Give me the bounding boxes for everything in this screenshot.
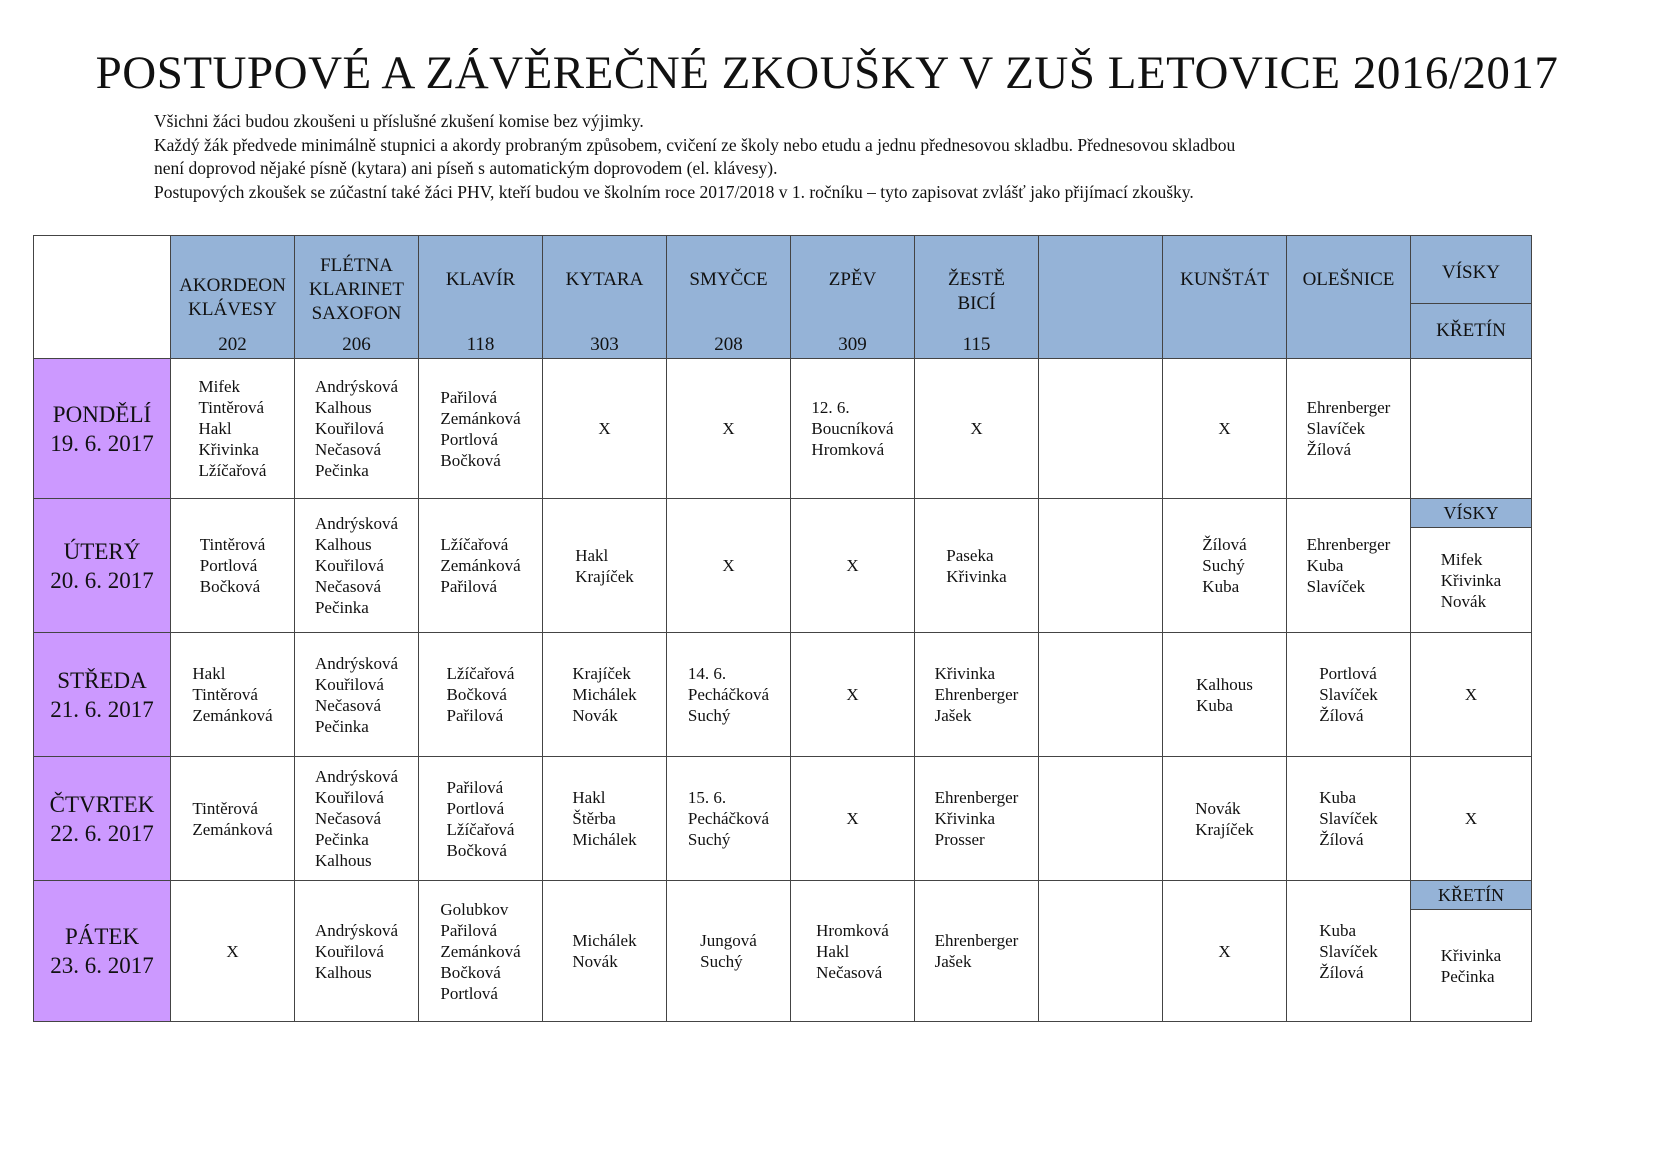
student-name: Lžíčařová bbox=[440, 535, 509, 554]
cell-empty bbox=[1039, 881, 1163, 1022]
student-name: Tintěrová bbox=[192, 685, 258, 704]
cell-kytara bbox=[543, 499, 667, 633]
student-name: Nečasová bbox=[816, 962, 883, 982]
cell-akordeon bbox=[171, 633, 295, 757]
col-header-label: KUNŠTÁT bbox=[1180, 269, 1269, 290]
day-cell bbox=[34, 881, 171, 1022]
col-header-label: AKORDEON bbox=[179, 275, 286, 296]
col-header-zeste bbox=[915, 236, 1039, 359]
cell-empty bbox=[1039, 499, 1163, 633]
student-name: X bbox=[722, 419, 735, 438]
student-name: Michálek bbox=[572, 830, 637, 849]
student-name: Prosser bbox=[934, 830, 985, 849]
student-name: Portlová bbox=[199, 556, 258, 575]
cell-kunstat bbox=[1163, 499, 1287, 633]
col-header-klavir bbox=[419, 236, 543, 359]
cell-kunstat bbox=[1163, 359, 1287, 499]
student-name: X bbox=[1218, 941, 1231, 961]
col-header-visky-kretin bbox=[1411, 236, 1532, 359]
col-header-label: OLEŠNICE bbox=[1302, 269, 1395, 290]
day-name: ČTVRTEK bbox=[49, 791, 155, 817]
cell-kunstat bbox=[1163, 757, 1287, 881]
student-name: Novák bbox=[572, 706, 618, 725]
student-name: Žílová bbox=[1319, 830, 1364, 849]
student-name: Andrýsková bbox=[314, 653, 399, 673]
day-row bbox=[34, 633, 1532, 757]
student-name: Mifek bbox=[1440, 549, 1483, 569]
cell-visky-kretin bbox=[1411, 757, 1532, 881]
day-row bbox=[34, 359, 1532, 499]
student-name: Hromková bbox=[811, 440, 885, 459]
cell-kunstat bbox=[1163, 633, 1287, 757]
student-name: Pečinka bbox=[314, 461, 369, 480]
col-header-label: FLÉTNA bbox=[320, 255, 393, 276]
page-title: POSTUPOVÉ A ZÁVĚREČNÉ ZKOUŠKY V ZUŠ LETOVICE 2016/2017 bbox=[95, 47, 1559, 99]
student-name: Pečinka bbox=[314, 716, 369, 736]
day-name: PONDĚLÍ bbox=[52, 401, 152, 427]
col-header-label: ŽESTĚ bbox=[948, 269, 1005, 290]
student-name: X bbox=[846, 685, 859, 704]
student-name: Zemánková bbox=[440, 556, 521, 575]
cell-kytara bbox=[543, 881, 667, 1022]
student-name: Žílová bbox=[1319, 962, 1364, 982]
cell-olesnice bbox=[1287, 757, 1411, 881]
col-header-label: SAXOFON bbox=[311, 303, 402, 324]
student-name: Suchý bbox=[1202, 556, 1245, 575]
student-name: Golubkov bbox=[440, 899, 509, 919]
student-name: Pařilová bbox=[446, 777, 504, 797]
student-name: 14. 6. bbox=[687, 664, 727, 683]
student-name: Pecháčková bbox=[687, 809, 770, 828]
student-name: Novák bbox=[572, 952, 618, 971]
student-name: Lžíčařová bbox=[446, 819, 515, 839]
student-name: Kuba bbox=[1196, 695, 1233, 715]
student-name: Bočková bbox=[440, 962, 501, 982]
student-name: Slavíček bbox=[1319, 809, 1378, 828]
cell-olesnice bbox=[1287, 881, 1411, 1022]
day-date: 23. 6. 2017 bbox=[50, 953, 154, 978]
student-name: Andrýsková bbox=[314, 377, 399, 396]
col-header-label: KLÁVESY bbox=[188, 299, 277, 320]
student-name: Křivinka bbox=[198, 440, 259, 459]
student-name: Křivinka bbox=[934, 809, 996, 828]
header-row bbox=[34, 236, 1532, 359]
cell-olesnice bbox=[1287, 499, 1411, 633]
student-name: Pařilová bbox=[440, 920, 498, 940]
student-name: Štěrba bbox=[572, 809, 616, 828]
student-name: Křivinka bbox=[934, 664, 996, 683]
day-cell bbox=[34, 359, 171, 499]
student-name: Portlová bbox=[440, 429, 498, 449]
cell-fletna bbox=[295, 499, 419, 633]
student-name: Kalhous bbox=[314, 398, 372, 417]
student-name: Jungová bbox=[700, 931, 757, 950]
student-name: Bočková bbox=[446, 840, 507, 860]
cell-olesnice bbox=[1287, 633, 1411, 757]
day-date: 21. 6. 2017 bbox=[50, 696, 154, 722]
day-row bbox=[34, 757, 1532, 881]
student-name: Portlová bbox=[446, 798, 505, 818]
student-name: Slavíček bbox=[1306, 577, 1366, 596]
student-name: Nečasová bbox=[314, 809, 382, 828]
student-name: Žílová bbox=[1202, 535, 1247, 554]
student-name: Slavíček bbox=[1319, 685, 1378, 704]
student-name: Bočková bbox=[199, 577, 261, 596]
student-name: Nečasová bbox=[314, 440, 382, 459]
student-name: Žílová bbox=[1306, 440, 1352, 459]
student-name: Andrýsková bbox=[314, 767, 399, 786]
col-header-akordeon bbox=[171, 236, 295, 359]
cell-zeste bbox=[915, 499, 1039, 633]
day-date: 19. 6. 2017 bbox=[50, 430, 154, 456]
room-number: 202 bbox=[218, 334, 247, 355]
student-name: Boucníková bbox=[811, 419, 894, 438]
student-name: X bbox=[1464, 685, 1478, 704]
corner-cell bbox=[34, 236, 171, 359]
student-name: 15. 6. bbox=[687, 788, 727, 807]
cell-kytara bbox=[543, 633, 667, 757]
cell-empty bbox=[1039, 633, 1163, 757]
student-name: Křivinka bbox=[946, 566, 1007, 586]
student-name: Ehrenberger bbox=[1306, 398, 1391, 417]
cell-smycce bbox=[667, 757, 791, 881]
col-header-label: KLAVÍR bbox=[445, 269, 516, 290]
student-name: Paseka bbox=[946, 545, 994, 565]
col-header-smycce bbox=[667, 236, 791, 359]
student-name: Tintěrová bbox=[199, 535, 266, 554]
col-header-kunstat bbox=[1163, 236, 1287, 359]
day-name: ÚTERÝ bbox=[63, 538, 141, 564]
room-number: 309 bbox=[838, 334, 867, 355]
day-name: STŘEDA bbox=[57, 667, 147, 693]
student-name: Pečinka bbox=[314, 598, 369, 617]
col-header-empty bbox=[1039, 236, 1163, 359]
student-name: Bočková bbox=[446, 685, 507, 704]
cell-visky-kretin bbox=[1411, 499, 1532, 633]
student-name: Kalhous bbox=[314, 962, 372, 982]
cell-smycce bbox=[667, 359, 791, 499]
student-name: Krajíček bbox=[575, 566, 634, 586]
student-name: Suchý bbox=[687, 830, 731, 849]
student-name: X bbox=[1464, 809, 1478, 828]
room-number: 303 bbox=[590, 334, 619, 355]
room-number: 118 bbox=[466, 334, 495, 355]
cell-visky-kretin bbox=[1411, 359, 1532, 499]
student-name: Novák bbox=[1195, 798, 1241, 818]
student-name: Mifek bbox=[198, 377, 241, 396]
student-name: Hromková bbox=[816, 920, 889, 940]
cell-klavir bbox=[419, 881, 543, 1022]
student-name: Kuba bbox=[1202, 577, 1240, 596]
student-name: X bbox=[226, 941, 239, 961]
student-name: Pařilová bbox=[440, 577, 498, 596]
cell-klavir bbox=[419, 499, 543, 633]
student-name: Pečinka bbox=[314, 830, 369, 849]
cell-kytara bbox=[543, 757, 667, 881]
cell-visky-kretin bbox=[1411, 881, 1532, 1022]
col-header-olesnice bbox=[1287, 236, 1411, 359]
student-name: Nečasová bbox=[314, 577, 382, 596]
student-name: Kouřilová bbox=[314, 419, 384, 438]
student-name: Slavíček bbox=[1319, 941, 1378, 961]
student-name: Hakl bbox=[575, 545, 609, 565]
cell-smycce bbox=[667, 499, 791, 633]
col-header-label: VÍSKY bbox=[1411, 236, 1531, 304]
instructions bbox=[154, 110, 1454, 204]
student-name: Slavíček bbox=[1306, 419, 1366, 438]
student-name: Hakl bbox=[816, 941, 850, 961]
student-name: Zemánková bbox=[192, 819, 273, 839]
student-name: Tintěrová bbox=[198, 398, 265, 417]
student-name: Lžíčařová bbox=[198, 461, 267, 480]
student-name: Michálek bbox=[572, 685, 637, 704]
student-name: Suchý bbox=[687, 706, 731, 725]
cell-akordeon bbox=[171, 359, 295, 499]
col-header-label: KLARINET bbox=[309, 279, 404, 300]
cell-olesnice bbox=[1287, 359, 1411, 499]
student-name: Jašek bbox=[934, 706, 972, 725]
day-cell bbox=[34, 499, 171, 633]
student-name: Kuba bbox=[1319, 920, 1357, 940]
cell-zeste bbox=[915, 359, 1039, 499]
student-name: Zemánková bbox=[440, 941, 521, 961]
student-name: Křivinka bbox=[1440, 570, 1502, 590]
cell-smycce bbox=[667, 633, 791, 757]
student-name: Zemánková bbox=[192, 706, 273, 725]
cell-zpev bbox=[791, 881, 915, 1022]
student-name: Kouřilová bbox=[314, 674, 384, 694]
student-name: Novák bbox=[1440, 591, 1487, 611]
room-number: 208 bbox=[714, 334, 743, 355]
student-name: Kouřilová bbox=[314, 556, 384, 575]
student-name: Kuba bbox=[1319, 788, 1357, 807]
student-name: Kouřilová bbox=[314, 941, 384, 961]
day-cell bbox=[34, 757, 171, 881]
student-name: Portlová bbox=[440, 983, 498, 1003]
sub-header: VÍSKY bbox=[1411, 499, 1531, 528]
student-name: Bočková bbox=[440, 450, 501, 470]
student-name: Kalhous bbox=[1196, 674, 1253, 694]
cell-kytara bbox=[543, 359, 667, 499]
student-name: Hakl bbox=[198, 419, 232, 438]
cell-akordeon bbox=[171, 881, 295, 1022]
cell-kunstat bbox=[1163, 881, 1287, 1022]
room-number: 115 bbox=[962, 334, 991, 355]
col-header-label: BICÍ bbox=[957, 293, 996, 314]
student-name: Kalhous bbox=[314, 851, 372, 870]
col-header-kytara bbox=[543, 236, 667, 359]
col-header-fletna bbox=[295, 236, 419, 359]
student-name: X bbox=[846, 556, 859, 575]
student-name: Krajíček bbox=[572, 664, 631, 683]
student-name: Pařilová bbox=[440, 387, 498, 407]
student-name: Hakl bbox=[192, 664, 226, 683]
day-date: 20. 6. 2017 bbox=[50, 567, 154, 593]
day-name: PÁTEK bbox=[64, 924, 140, 949]
day-row bbox=[34, 881, 1532, 1022]
cell-zeste bbox=[915, 633, 1039, 757]
room-number: 206 bbox=[342, 334, 371, 355]
student-name: Andrýsková bbox=[314, 514, 399, 533]
note-line: není doprovod nějaké písně (kytara) ani píseň s automatickým doprovodem (el. klávesy). bbox=[154, 158, 778, 178]
student-name: Křivinka bbox=[1440, 945, 1502, 965]
student-name: Kalhous bbox=[314, 535, 372, 554]
note-line: Všichni žáci budou zkoušeni u příslušné zkušení komise bez výjimky. bbox=[154, 111, 644, 131]
cell-zpev bbox=[791, 359, 915, 499]
cell-empty bbox=[1039, 757, 1163, 881]
cell-zpev bbox=[791, 499, 915, 633]
cell-zpev bbox=[791, 757, 915, 881]
student-name: Nečasová bbox=[314, 695, 382, 715]
student-name: Lžíčařová bbox=[446, 664, 515, 683]
student-name: Ehrenberger bbox=[934, 931, 1019, 950]
note-line: Postupových zkoušek se zúčastní také žáci PHV, kteří budou ve školním roce 2017/2018 v 1. ročníku – tyto zapisovat zvlášť jako přijímací zkoušky. bbox=[154, 181, 1194, 202]
cell-zpev bbox=[791, 633, 915, 757]
student-name: Ehrenberger bbox=[1306, 535, 1391, 554]
student-name: Jašek bbox=[934, 952, 972, 971]
student-name: X bbox=[598, 419, 611, 438]
cell-fletna bbox=[295, 633, 419, 757]
student-name: Ehrenberger bbox=[934, 788, 1019, 807]
note-line: Každý žák předvede minimálně stupnici a akordy probraným způsobem, cvičení ze školy nebo etudu a jednu přednesovou skladbu. Přednesovou skladbou bbox=[154, 134, 1236, 155]
cell-fletna bbox=[295, 881, 419, 1022]
cell-zeste bbox=[915, 881, 1039, 1022]
student-name: Kouřilová bbox=[314, 788, 384, 807]
col-header-label: KŘETÍN bbox=[1436, 320, 1506, 341]
student-name: Zemánková bbox=[440, 408, 521, 428]
student-name: Portlová bbox=[1319, 664, 1377, 683]
student-name: Kuba bbox=[1306, 556, 1344, 575]
student-name: Žílová bbox=[1319, 706, 1364, 725]
cell-fletna bbox=[295, 757, 419, 881]
cell-klavir bbox=[419, 359, 543, 499]
student-name: Pecháčková bbox=[687, 685, 770, 704]
cell-akordeon bbox=[171, 499, 295, 633]
day-date: 22. 6. 2017 bbox=[50, 820, 154, 846]
cell-visky-kretin bbox=[1411, 633, 1532, 757]
student-name: Andrýsková bbox=[314, 920, 399, 940]
cell-empty bbox=[1039, 359, 1163, 499]
student-name: Michálek bbox=[572, 931, 637, 950]
student-name: Suchý bbox=[700, 952, 743, 971]
cell-fletna bbox=[295, 359, 419, 499]
cell-akordeon bbox=[171, 757, 295, 881]
student-name: X bbox=[722, 556, 735, 575]
student-name: 12. 6. bbox=[811, 398, 850, 417]
student-name: Krajíček bbox=[1195, 819, 1254, 839]
day-cell bbox=[34, 633, 171, 757]
exam-schedule-table bbox=[33, 235, 1532, 1022]
student-name: Pečinka bbox=[1440, 966, 1495, 986]
cell-klavir bbox=[419, 633, 543, 757]
student-name: X bbox=[846, 809, 859, 828]
day-row bbox=[34, 499, 1532, 633]
student-name: Tintěrová bbox=[192, 798, 258, 818]
col-header-label: SMYČCE bbox=[689, 269, 768, 290]
col-header-label: KYTARA bbox=[565, 269, 644, 290]
col-header-label: ZPĚV bbox=[828, 269, 877, 290]
student-name: Ehrenberger bbox=[934, 685, 1019, 704]
cell-klavir bbox=[419, 757, 543, 881]
student-name: X bbox=[1218, 419, 1231, 438]
cell-zeste bbox=[915, 757, 1039, 881]
student-name: X bbox=[970, 419, 983, 438]
cell-smycce bbox=[667, 881, 791, 1022]
col-header-zpev bbox=[791, 236, 915, 359]
sub-header: KŘETÍN bbox=[1411, 881, 1531, 910]
student-name: Hakl bbox=[572, 788, 606, 807]
student-name: Pařilová bbox=[446, 706, 504, 725]
